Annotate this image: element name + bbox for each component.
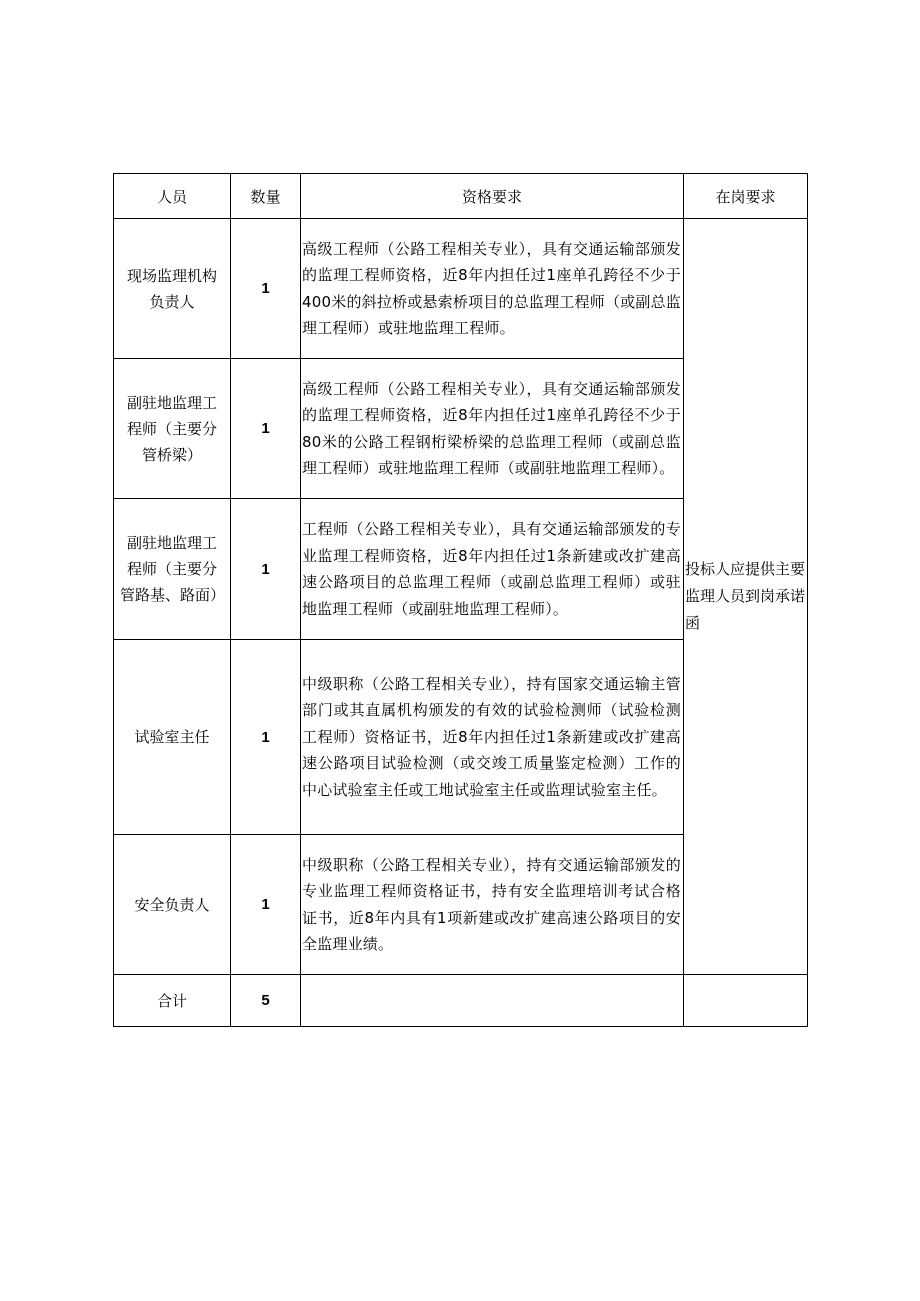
total-row xyxy=(114,975,808,1027)
total-quantity: 5 xyxy=(231,975,301,1027)
row-quantity: 1 xyxy=(231,499,301,640)
table-row xyxy=(114,219,808,359)
row-person: 现场监理机构负责人 xyxy=(114,219,231,359)
duty-requirement: 投标人应提供主要监理人员到岗承诺函 xyxy=(684,219,808,975)
header-duty: 在岗要求 xyxy=(684,174,808,219)
row-person: 副驻地监理工程师（主要分管桥梁） xyxy=(114,359,231,499)
row-quantity: 1 xyxy=(231,359,301,499)
row-requirement: 中级职称（公路工程相关专业），持有交通运输部颁发的专业监理工程师资格证书，持有安全监理培训考试合格证书，近8年内具有1项新建或改扩建高速公路项目的安全监理业绩。 xyxy=(301,835,684,975)
header-quantity: 数量 xyxy=(231,174,301,219)
table-header-row xyxy=(114,174,808,219)
total-label: 合计 xyxy=(114,975,231,1027)
row-requirement: 中级职称（公路工程相关专业），持有国家交通运输主管部门或其直属机构颁发的有效的试验检测师（试验检测工程师）资格证书，近8年内担任过1条新建或改扩建高速公路项目试验检测（或交竣工质量鉴定检测）工作的中心试验室主任或工地试验室主任或监理试验室主任。 xyxy=(301,640,684,835)
header-requirement: 资格要求 xyxy=(301,174,684,219)
row-person: 安全负责人 xyxy=(114,835,231,975)
row-quantity: 1 xyxy=(231,640,301,835)
total-duty-empty xyxy=(684,975,808,1027)
total-requirement-empty xyxy=(301,975,684,1027)
row-person: 试验室主任 xyxy=(114,640,231,835)
header-person: 人员 xyxy=(114,174,231,219)
row-quantity: 1 xyxy=(231,835,301,975)
staffing-requirements-table xyxy=(113,173,808,1027)
row-requirement: 高级工程师（公路工程相关专业），具有交通运输部颁发的监理工程师资格，近8年内担任过1座单孔跨径不少于400米的斜拉桥或悬索桥项目的总监理工程师（或副总监理工程师）或驻地监理工程师。 xyxy=(301,219,684,359)
row-requirement: 工程师（公路工程相关专业），具有交通运输部颁发的专业监理工程师资格，近8年内担任过1条新建或改扩建高速公路项目的总监理工程师（或副总监理工程师）或驻地监理工程师（或副驻地监理工程师）。 xyxy=(301,499,684,640)
row-person: 副驻地监理工程师（主要分管路基、路面） xyxy=(114,499,231,640)
row-quantity: 1 xyxy=(231,219,301,359)
row-requirement: 高级工程师（公路工程相关专业），具有交通运输部颁发的监理工程师资格，近8年内担任过1座单孔跨径不少于80米的公路工程钢桁梁桥梁的总监理工程师（或副总监理工程师）或驻地监理工程师（或副驻地监理工程师）。 xyxy=(301,359,684,499)
